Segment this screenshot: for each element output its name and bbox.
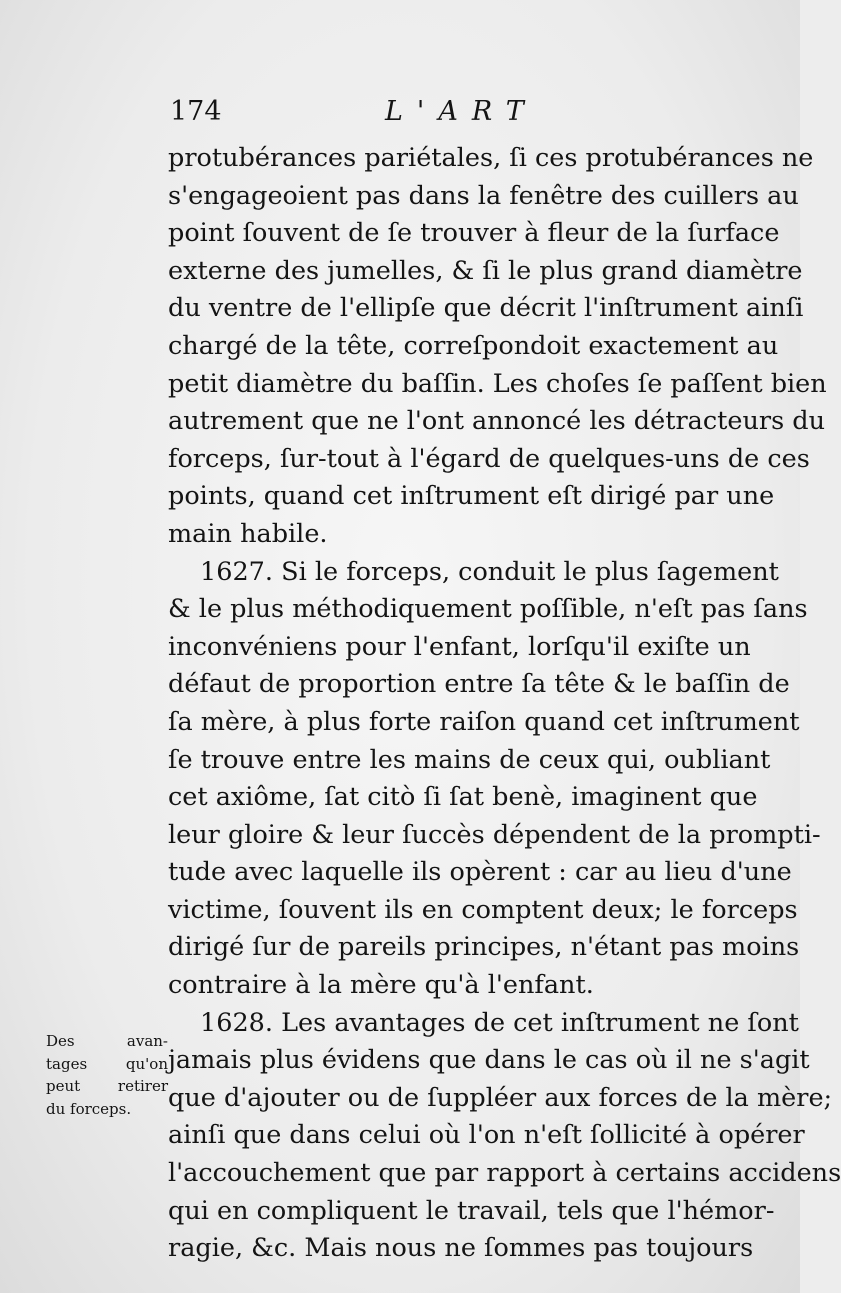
text-line: contraire à la mère qu'à l'enfant. bbox=[168, 970, 594, 1001]
page-number: 174 bbox=[170, 96, 222, 127]
text-line: protubérances pariétales, ſi ces protubérances ne bbox=[168, 143, 814, 173]
text-line: dirigé ſur de pareils principes, n'étant pas moins bbox=[168, 932, 800, 963]
text-line: ſe trouve entre les mains de ceux qui, oubliant bbox=[168, 744, 771, 775]
text-line: qui en compliquent le travail, tels que l'hémor- bbox=[168, 1195, 775, 1226]
text-line: du ventre de l'ellipſe que décrit l'inſtrument ainſi bbox=[168, 293, 804, 324]
running-title: L'ART bbox=[385, 96, 538, 127]
text-line: s'engageoient pas dans la fenêtre des cuillers au bbox=[168, 180, 799, 211]
text-line: autrement que ne l'ont annoncé les détracteurs du bbox=[168, 406, 826, 437]
margin-note-line: peut retirer bbox=[46, 1077, 168, 1095]
text-line: défaut de proportion entre ſa tête & le baſſin de bbox=[168, 669, 790, 700]
margin-note-line: Des avan- bbox=[46, 1032, 168, 1050]
text-line: points, quand cet inſtrument eſt dirigé par une bbox=[168, 481, 775, 512]
text-line: victime, ſouvent ils en comptent deux; le forceps bbox=[168, 894, 798, 925]
text-line: cet axiôme, ſat citò ſi ſat benè, imaginent que bbox=[168, 782, 758, 813]
text-line: jamais plus évidens que dans le cas où il ne s'agit bbox=[168, 1045, 810, 1076]
paragraph-1627-start: 1627. Si le forceps, conduit le plus ſagement bbox=[200, 556, 779, 587]
text-line: ragie, &c. Mais nous ne ſommes pas toujours bbox=[168, 1233, 754, 1264]
text-line: & le plus méthodiquement poſſible, n'eſt pas ſans bbox=[168, 594, 808, 625]
margin-note-line: du forceps. bbox=[46, 1099, 132, 1118]
page-header bbox=[170, 96, 750, 140]
text-line: tude avec laquelle ils opèrent : car au lieu d'une bbox=[168, 857, 792, 888]
text-line: ainſi que dans celui où l'on n'eſt ſollicité à opérer bbox=[168, 1120, 805, 1151]
text-line: leur gloire & leur ſuccès dépendent de la prompti- bbox=[168, 819, 821, 850]
text-line: inconvéniens pour l'enfant, lorſqu'il exiſte un bbox=[168, 631, 751, 662]
paragraph-1628-start: 1628. Les avantages de cet inſtrument ne ſont bbox=[200, 1007, 799, 1038]
text-line: que d'ajouter ou de ſuppléer aux forces de la mère; bbox=[168, 1082, 833, 1113]
text-line: forceps, ſur-tout à l'égard de quelques-uns de ces bbox=[168, 443, 810, 474]
margin-note-line: tages qu'on bbox=[46, 1054, 168, 1073]
text-line: externe des jumelles, & ſi le plus grand diamètre bbox=[168, 255, 803, 286]
text-line: main habile. bbox=[168, 518, 328, 549]
margin-note bbox=[46, 1030, 168, 1120]
text-line: l'accouchement que par rapport à certains accidens bbox=[168, 1158, 841, 1189]
text-line: petit diamètre du baſſin. Les choſes ſe paſſent bien bbox=[168, 368, 827, 399]
text-line: chargé de la tête, correſpondoit exactement au bbox=[168, 330, 779, 361]
body-text bbox=[168, 140, 841, 1268]
text-line: ſa mère, à plus forte raiſon quand cet inſtrument bbox=[168, 706, 800, 737]
text-line: point ſouvent de ſe trouver à fleur de la ſurface bbox=[168, 218, 780, 249]
